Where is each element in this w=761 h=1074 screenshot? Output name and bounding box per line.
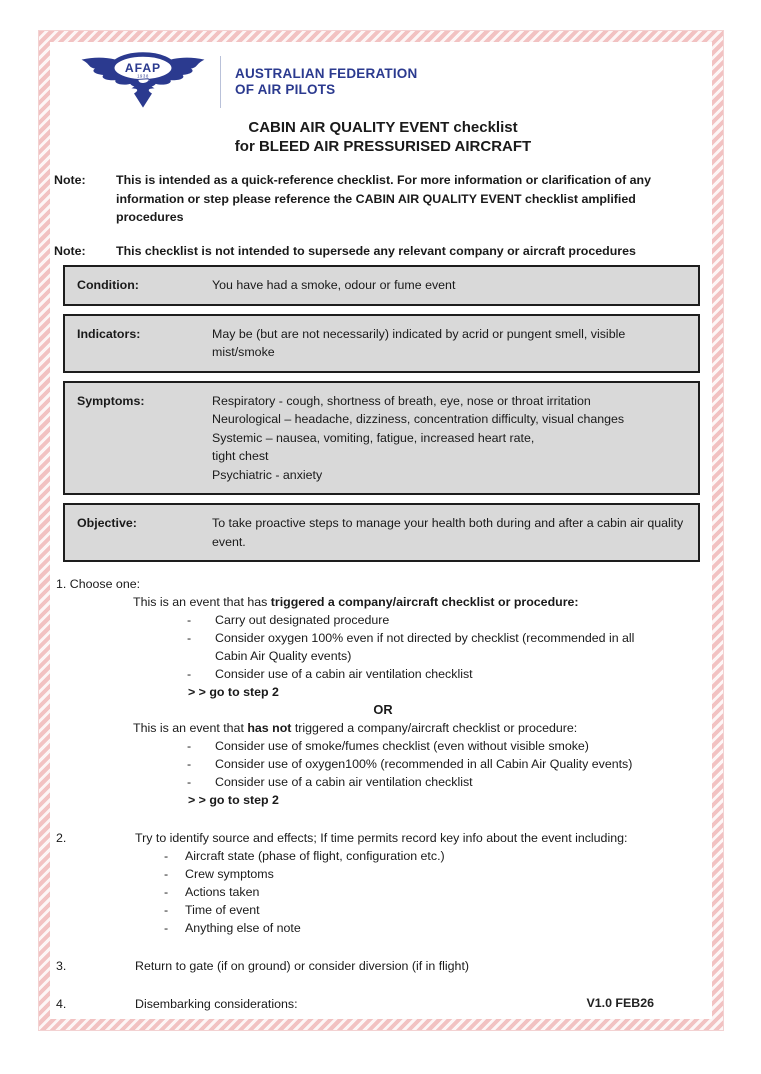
dash-bullet: - [187, 667, 192, 681]
masthead [72, 50, 712, 114]
objective-value: To take proactive steps to manage your health both during and after a cabin air quality event. [212, 516, 684, 549]
logo-year: 1938 [137, 73, 149, 79]
document-title [54, 118, 712, 156]
branch-b-intro-post: triggered a company/aircraft checklist or procedure: [291, 721, 578, 735]
symptom-systemic-cont: tight chest [212, 449, 269, 463]
dash-bullet: - [187, 757, 192, 771]
symptoms-value [212, 392, 686, 485]
step-4-number: 4. [56, 997, 67, 1011]
logo-text: AFAP [124, 60, 162, 75]
branch-b-intro [133, 719, 712, 737]
step-3-text: Return to gate (if on ground) or consider diversion (if in flight) [135, 959, 470, 973]
branch-b-goto: > > go to step 2 [188, 793, 279, 807]
branch-a-item-2 [187, 629, 712, 665]
note-text: This checklist is not intended to supersede any relevant company or aircraft procedures [116, 243, 636, 258]
step-4-text: Disembarking considerations: [135, 997, 298, 1011]
version-label: V1.0 FEB26 [586, 996, 654, 1010]
step-2-item-5 [164, 919, 712, 937]
step-2-item-3 [164, 883, 712, 901]
branch-a-item-3 [187, 665, 712, 683]
branch-b-item-3 [187, 773, 712, 791]
note-2 [54, 242, 698, 261]
step-3-number: 3. [56, 959, 67, 973]
title-line1: CABIN AIR QUALITY EVENT checklist [248, 119, 518, 136]
branch-a-item-text: Consider use of a cabin air ventilation checklist [215, 667, 473, 681]
branch-a-intro-bold: triggered a company/aircraft checklist or procedure: [270, 595, 579, 609]
dash-bullet: - [187, 631, 192, 645]
symptom-respiratory: Respiratory - cough, shortness of breath, eye, nose or throat irritation [212, 393, 591, 408]
org-name-line2: OF AIR PILOTS [235, 82, 336, 97]
dash-bullet: - [164, 849, 169, 863]
objective-box [63, 503, 700, 562]
page-content [50, 42, 712, 1019]
step-2-item-text: Aircraft state (phase of flight, configuration etc.) [185, 849, 445, 863]
dash-bullet: - [164, 921, 169, 935]
symptom-neurological: Neurological – headache, dizziness, concentration difficulty, visual changes [212, 412, 625, 426]
step1-heading: 1. Choose one: [56, 577, 141, 591]
indicators-box [63, 314, 700, 373]
condition-value: You have had a smoke, odour or fume event [212, 278, 456, 292]
branch-b-item-2 [187, 755, 712, 773]
note-label: Note: [54, 173, 86, 187]
org-name-line1: AUSTRALIAN FEDERATION [235, 66, 418, 81]
dash-bullet: - [187, 775, 192, 789]
branch-a-intro [133, 593, 712, 611]
step-2-item-text: Crew symptoms [185, 867, 274, 881]
branch-b-item-text: Consider use of smoke/fumes checklist (even without visible smoke) [215, 739, 589, 753]
dash-bullet: - [187, 613, 192, 627]
dash-bullet: - [187, 739, 192, 753]
objective-label: Objective: [77, 516, 137, 530]
branch-a-item-1 [187, 611, 712, 629]
step-2-item-1 [164, 847, 712, 865]
step-2-item-2 [164, 865, 712, 883]
branch-b-item-1 [187, 737, 712, 755]
symptoms-box [63, 381, 700, 496]
symptom-psychiatric: Psychiatric - anxiety [212, 467, 323, 482]
dash-bullet: - [164, 885, 169, 899]
step-2-text: Try to identify source and effects; If time permits record key info about the event including: [135, 831, 628, 845]
condition-box [63, 265, 700, 306]
branch-a-goto: > > go to step 2 [188, 685, 279, 699]
indicators-label: Indicators: [77, 326, 141, 341]
step-2-item-4 [164, 901, 712, 919]
step-2 [56, 829, 712, 847]
step-2-item-text: Actions taken [185, 885, 260, 899]
title-line2: for BLEED AIR PRESSURISED AIRCRAFT [234, 138, 532, 155]
step-3 [56, 957, 712, 975]
striped-page-border [38, 30, 724, 1031]
org-name [235, 66, 417, 98]
step-2-item-text: Time of event [185, 903, 260, 917]
indicators-value: May be (but are not necessarily) indicated by acrid or pungent smell, visible mist/smoke [212, 326, 626, 359]
branch-a-item-text: Carry out designated procedure [215, 613, 390, 627]
or-separator: OR [373, 702, 393, 717]
note-text: This is intended as a quick-reference checklist. For more information or clarification of any information or step please reference the CABIN AIR QUALITY EVENT checklist amplified procedures [116, 173, 651, 224]
condition-label: Condition: [77, 278, 139, 292]
branch-b-item-text: Consider use of oxygen100% (recommended in all Cabin Air Quality events) [215, 757, 633, 771]
branch-b-intro-pre: This is an event that [133, 721, 248, 735]
branch-b-intro-bold: has not [247, 721, 292, 735]
symptom-systemic: Systemic – nausea, vomiting, fatigue, increased heart rate, [212, 430, 535, 445]
afap-eagle-logo-icon [72, 50, 214, 114]
dash-bullet: - [164, 867, 169, 881]
step-2-item-text: Anything else of note [185, 921, 301, 935]
dash-bullet: - [164, 903, 169, 917]
branch-b-item-text: Consider use of a cabin air ventilation checklist [215, 775, 473, 789]
symptoms-label: Symptoms: [77, 393, 145, 408]
step-2-number: 2. [56, 831, 67, 845]
branch-a-item-text: Consider oxygen 100% even if not directed by checklist (recommended in all Cabin Air Quality events) [215, 631, 635, 663]
masthead-divider [220, 56, 221, 108]
branch-a-intro-pre: This is an event that has [133, 595, 271, 609]
note-1 [54, 171, 698, 227]
note-label: Note: [54, 243, 86, 258]
